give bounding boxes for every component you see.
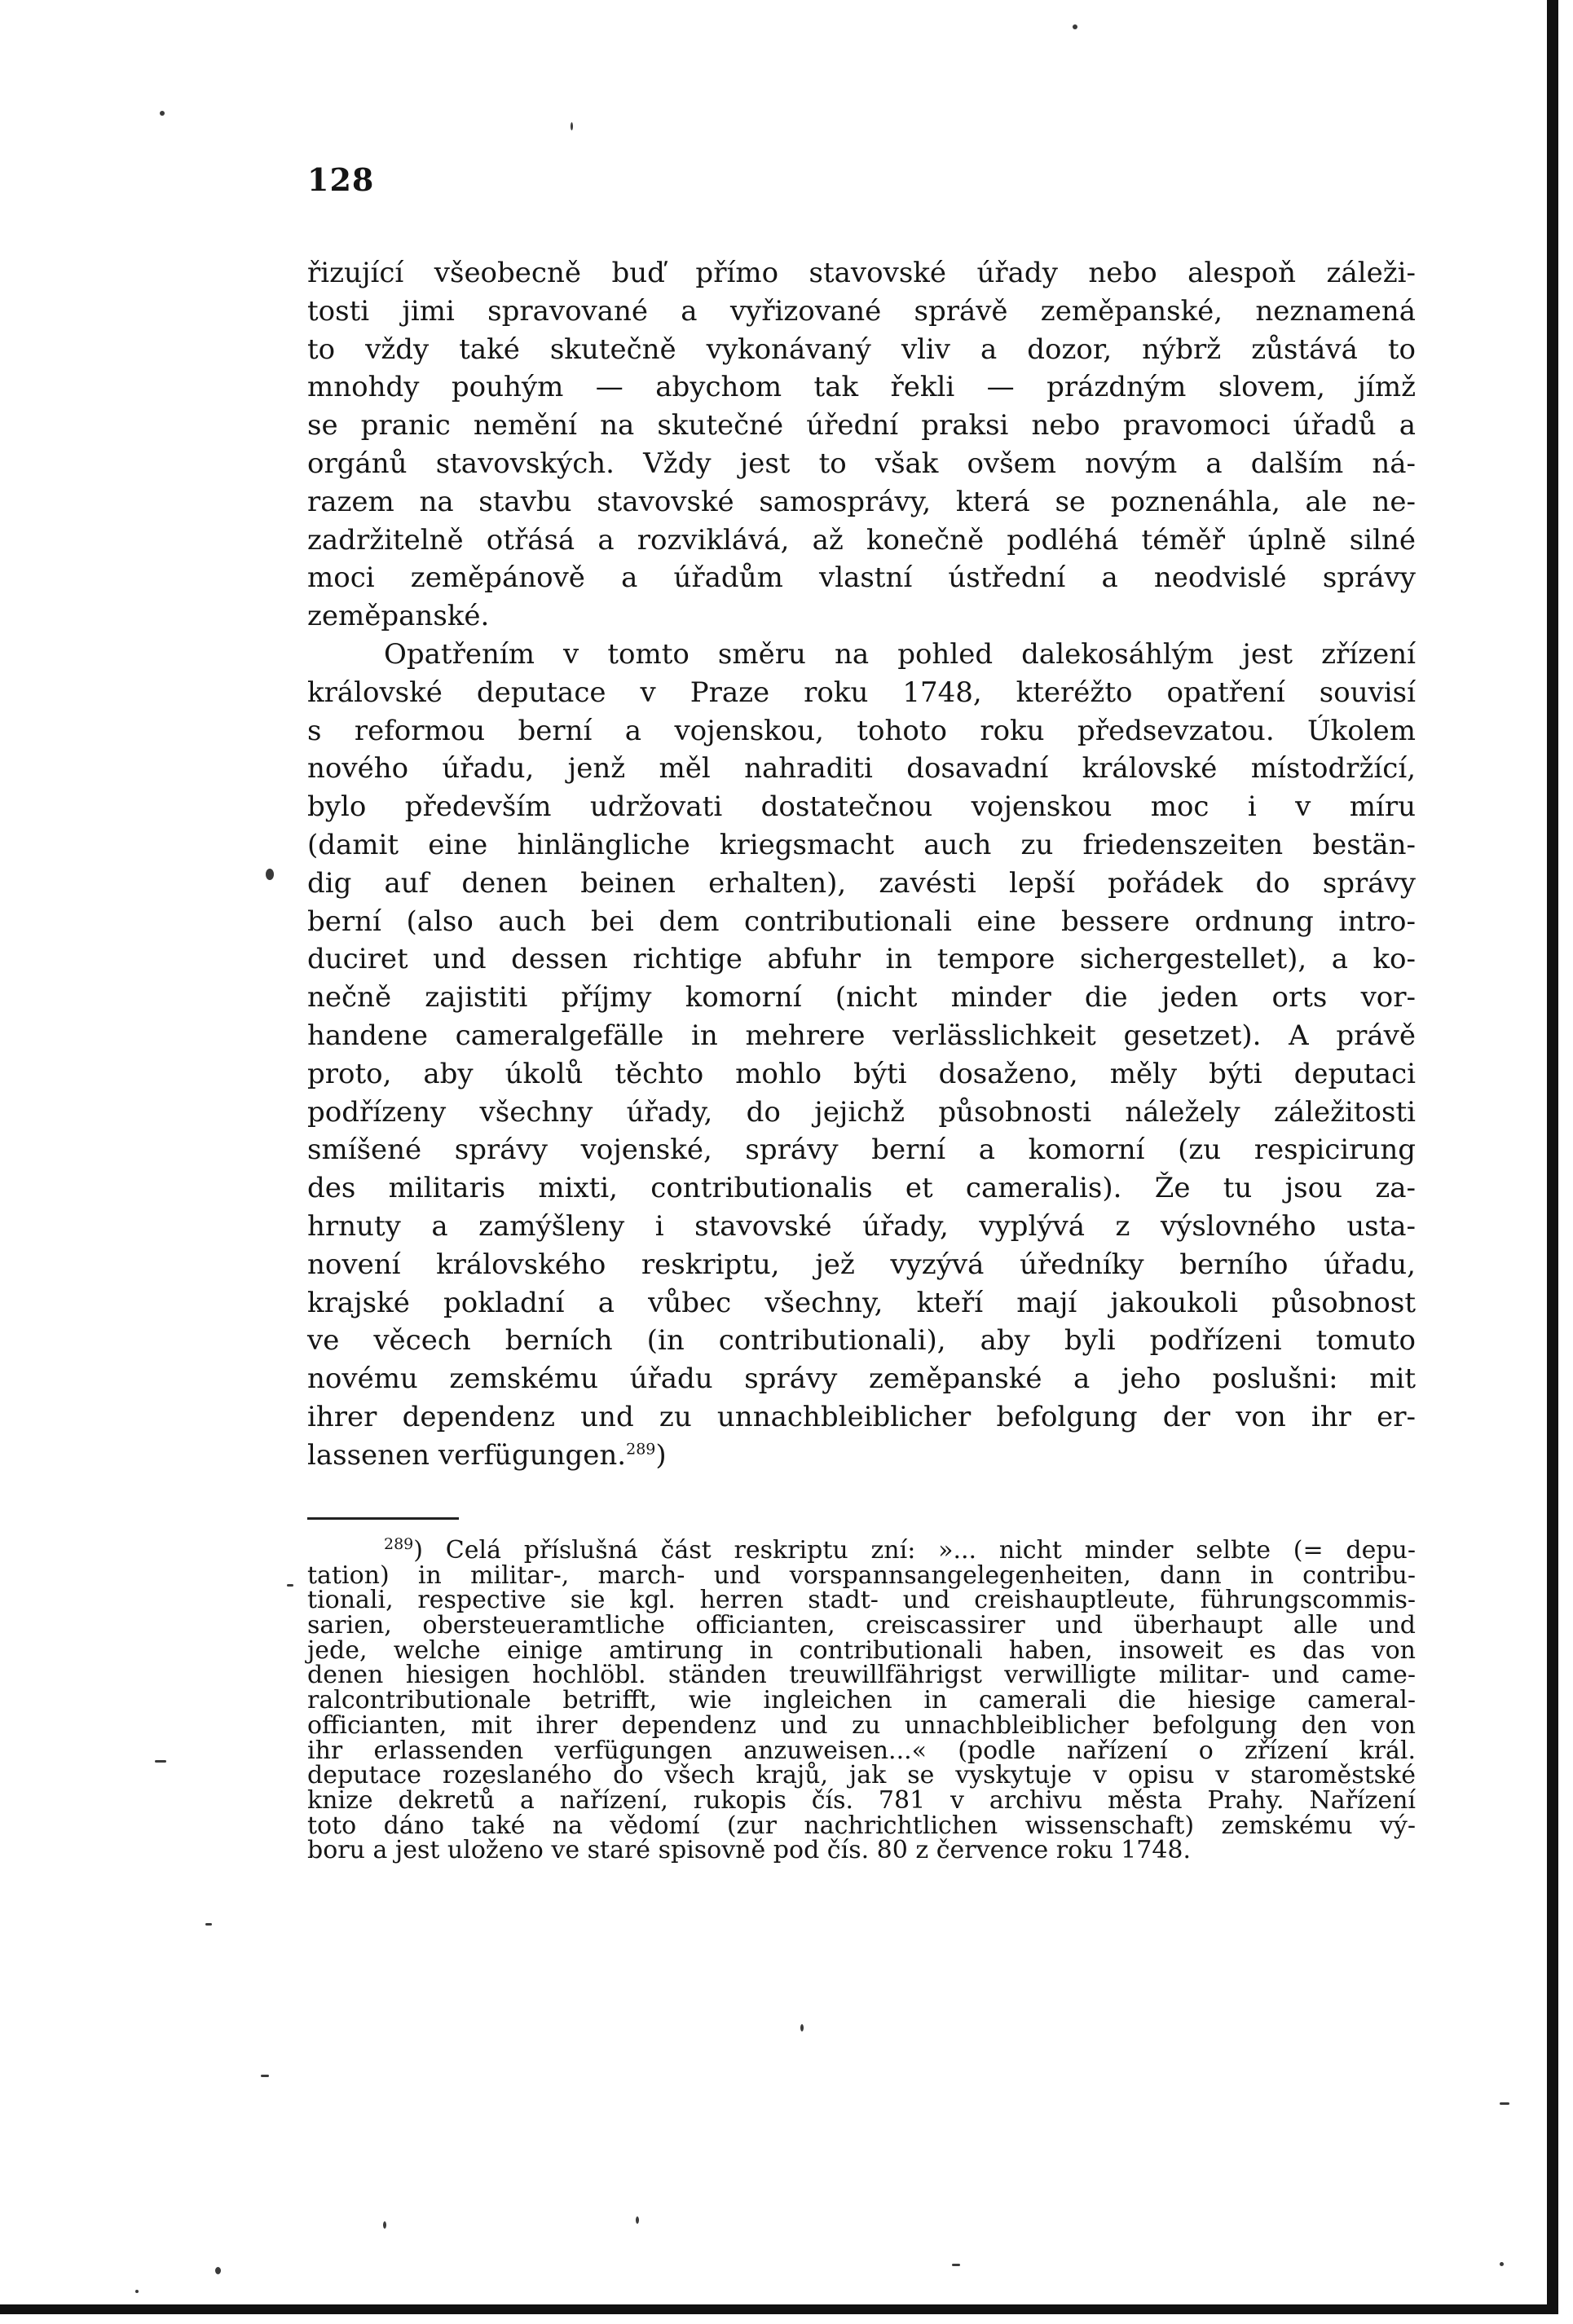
text-line: ve věcech berních (in contributionali), aby byli podřízeni tomuto	[307, 1324, 1416, 1358]
text-line: s reformou berní a vojenskou, tohoto roku předsevzatou. Úkolem	[307, 714, 1416, 747]
scan-speck	[261, 2075, 269, 2077]
footnote-text: ) Celá příslušná část reskriptu zní: »... nicht minder selbte (= depu-	[413, 1536, 1416, 1565]
text-line: hrnuty a zamýšleny i stavovské úřady, vyplývá z výslovného usta-	[307, 1209, 1416, 1243]
scan-speck	[287, 1584, 293, 1587]
footnote-line: tation) in militar-, march- und vorspannsangelegenheiten, dann in contribu-	[307, 1560, 1416, 1590]
text-line: se pranic nemění na skutečné úřední praksi nebo pravomoci úřadů a	[307, 409, 1416, 442]
scan-speck	[160, 111, 165, 116]
text-line: orgánů stavovských. Vždy jest to však ovšem novým a dalším ná-	[307, 447, 1416, 480]
text-line: ihrer dependenz und zu unnachbleiblicher befolgung der von ihr er-	[307, 1400, 1416, 1433]
footnote-line	[307, 1535, 1416, 1565]
footnote-number: 289	[384, 1535, 414, 1553]
scan-speck	[636, 2216, 639, 2224]
footnote-line: tionali, respective sie kgl. herren stadt- und creishauptleute, führungscommis-	[307, 1586, 1416, 1615]
footnote-line: ihr erlassenden verfügungen anzuweisen...« (podle nařízení o zřízení král.	[307, 1736, 1416, 1765]
text-line: berní (also auch bei dem contributionali eine bessere ordnung intro-	[307, 905, 1416, 938]
scan-speck	[155, 1760, 166, 1763]
text-line: novému zemskému úřadu správy zeměpanské a jeho poslušni: mit	[307, 1362, 1416, 1396]
paragraph-start-line: Opatřením v tomto směru na pohled dalekosáhlým jest zřízení	[384, 637, 1416, 671]
text-line: handene cameralgefälle in mehrere verlässlichkeit gesetzet). A právě	[307, 1019, 1416, 1052]
footnote-line: deputace rozeslaného do všech krajů, jak se vyskytuje v opisu v staroměstské	[307, 1761, 1416, 1790]
footnote-line: denen hiesigen hochlöbl. ständen treuwillfährigst verwilligte militar- und came-	[307, 1661, 1416, 1690]
scan-speck	[1073, 24, 1077, 29]
closing-parenthesis: )	[655, 1438, 667, 1472]
text-line: mnohdy pouhým — abychom tak řekli — prázdným slovem, jímž	[307, 371, 1416, 404]
scan-speck	[215, 2267, 221, 2274]
scan-speck	[1500, 2102, 1509, 2105]
text-line: podřízeny všechny úřady, do jejichž působnosti náležely záležitosti	[307, 1095, 1416, 1129]
text-line: to vždy také skutečně vykonávaný vliv a dozor, nýbrž zůstává to	[307, 332, 1416, 366]
text-line: řizující všeobecně buď přímo stavovské úřady nebo alespoň záleži-	[307, 257, 1416, 289]
text-line: razem na stavbu stavovské samosprávy, která se poznenáhla, ale ne-	[307, 485, 1416, 518]
text-line: smíšené správy vojenské, správy berní a komorní (zu respicirung	[307, 1133, 1416, 1167]
text-line: duciret und dessen richtige abfuhr in tempore sichergestellet), a ko-	[307, 943, 1416, 976]
scan-speck	[1500, 2262, 1504, 2266]
line-text: lassenen verfügungen.	[307, 1438, 627, 1472]
footnote-line: officianten, mit ihrer dependenz und zu unnachbleiblicher befolgung den von	[307, 1710, 1416, 1740]
text-line: des militaris mixti, contributionalis et cameralis). Že tu jsou za-	[307, 1172, 1416, 1205]
text-line: tosti jimi spravované a vyřizované správě zeměpanské, neznamená	[307, 294, 1416, 328]
text-line: bylo především udržovati dostatečnou vojenskou moc i v míru	[307, 790, 1416, 824]
scan-speck	[952, 2264, 960, 2266]
footnote-divider	[307, 1517, 459, 1520]
text-line: nečně zajistiti příjmy komorní (nicht minder die jeden orts vor-	[307, 981, 1416, 1015]
text-line: nového úřadu, jenž měl nahraditi dosavadní královské místodržící,	[307, 752, 1416, 786]
text-line: moci zeměpánově a úřadům vlastní ústřední a neodvislé správy	[307, 561, 1416, 595]
page-number: 128	[307, 161, 375, 198]
scan-speck	[800, 2024, 804, 2031]
scan-speck	[266, 869, 274, 880]
scan-speck	[383, 2221, 386, 2229]
text-line: zadržitelně otřásá a rozviklává, až konečně podléhá téměř úplně silné	[307, 523, 1416, 557]
text-line: zeměpanské.	[307, 600, 490, 633]
footnote-line: jede, welche einige amtirung in contributionali haben, insoweit es das von	[307, 1635, 1416, 1665]
footnote	[307, 1535, 1416, 1865]
footnote-line: sarien, obersteueramtliche officianten, creiscassirer und überhaupt alle und	[307, 1611, 1416, 1640]
scan-speck	[205, 1923, 212, 1926]
footnote-reference: 289	[626, 1440, 656, 1459]
text-line: novení královského reskriptu, jež vyzývá úředníky berního úřadu,	[307, 1248, 1416, 1281]
footnote-line: knize dekretů a nařízení, rukopis čís. 781 v archivu města Prahy. Nařízení	[307, 1785, 1416, 1815]
text-line: (damit eine hinlängliche kriegsmacht auch zu friedenszeiten bestän-	[307, 828, 1416, 861]
scan-speck	[571, 122, 573, 130]
text-line-last	[307, 1437, 1416, 1475]
main-text	[307, 254, 1416, 1475]
text-line: královské deputace v Praze roku 1748, kteréžto opatření souvisí	[307, 676, 1416, 709]
text-line: proto, aby úkolů těchto mohlo býti dosaženo, měly býti deputaci	[307, 1057, 1416, 1090]
scan-speck	[135, 2290, 139, 2293]
footnote-line: ralcontributionale betrifft, wie ingleichen in camerali die hiesige cameral-	[307, 1686, 1416, 1715]
footnote-line: toto dáno také na vědomí (zur nachrichtlichen wissenschaft) zemskému vý-	[307, 1811, 1416, 1840]
footnote-line: boru a jest uloženo ve staré spisovně pod čís. 80 z července roku 1748.	[307, 1836, 1192, 1865]
text-line: krajské pokladní a vůbec všechny, kteří mají jakoukoli působnost	[307, 1286, 1416, 1319]
text-line: dig auf denen beinen erhalten), zavésti lepší pořádek do správy	[307, 866, 1416, 900]
